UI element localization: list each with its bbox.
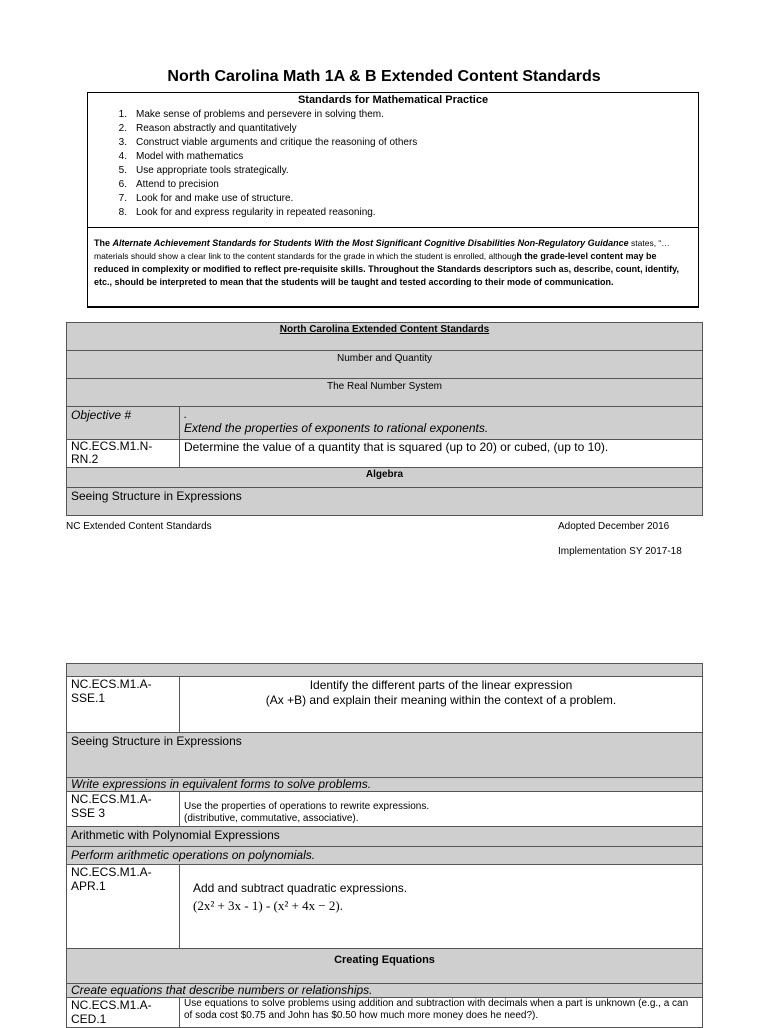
standards-table-2 — [66, 663, 703, 1028]
polynomial-label: Arithmetic with Polynomial Expressions — [67, 827, 703, 847]
document-title: North Carolina Math 1A & B Extended Content Standards — [167, 68, 601, 85]
standard-text: Use equations to solve problems using addition and subtraction with decimals when a part is unknown (e.g., a can of soda cost $0.75 and John has $0.50 how much more money does he need?). — [180, 998, 703, 1028]
practice-item: 4. Model with mathematics — [118, 151, 244, 162]
footer-left: NC Extended Content Standards — [66, 521, 212, 532]
practice-item: 3. Construct viable arguments and critique the reasoning of others — [118, 137, 418, 148]
practice-heading: Standards for Mathematical Practice — [297, 94, 489, 106]
standards-table-1 — [66, 322, 703, 516]
practice-standards-box — [87, 92, 699, 308]
standard-text-line1: Use the properties of operations to rewrite expressions. — [184, 801, 430, 812]
practice-divider — [88, 227, 698, 228]
creating-equations-heading: Creating Equations — [67, 949, 703, 984]
blank-header-row — [67, 664, 703, 677]
practice-item: 2. Reason abstractly and quantitatively — [118, 123, 297, 134]
seeing-structure-label: Seeing Structure in Expressions — [67, 488, 703, 516]
objective-text: Extend the properties of exponents to rational exponents. — [184, 421, 489, 435]
practice-item: 6. Attend to precision — [118, 179, 219, 190]
practice-item: 1. Make sense of problems and persevere in solving them. — [118, 109, 384, 120]
cluster-label: The Real Number System — [67, 379, 703, 407]
practice-item: 7. Look for and make use of structure. — [118, 193, 294, 204]
objective-text: Create equations that describe numbers or relationships. — [67, 984, 703, 998]
standard-text-line1: Add and subtract quadratic expressions. — [193, 881, 408, 895]
domain-label: Number and Quantity — [67, 351, 703, 379]
practice-list — [108, 108, 417, 220]
standard-code: NC.ECS.M1.A-SSE.1 — [67, 677, 180, 733]
standard-code: NC.ECS.M1.A-CED.1 — [67, 998, 180, 1028]
guidance-note: The Alternate Achievement Standards for Students With the Most Significant Cognitive Disabilities Non-Regulatory Guidance states, “…materials should show a clear link to the content standards for the grade in which the student is enrolled, although the grade-level content may be reduced in complexity or modified to reflect pre-requisite skills. Throughout the Standards descriptors such as, describe, count, identify, etc., should be interpreted to mean that the students will be taught and tested according to their mode of communication. — [94, 238, 679, 287]
standard-code: NC.ECS.M1.A-SSE 3 — [67, 792, 180, 827]
standard-text-line1: Identify the different parts of the linear expression — [309, 678, 573, 692]
math-expression: (2x² + 3x - 1) - (x² + 4x − 2). — [193, 898, 344, 913]
objective-dot: . — [184, 407, 188, 421]
objective-text: Write expressions in equivalent forms to solve problems. — [67, 778, 703, 792]
objective-text: Perform arithmetic operations on polynomials. — [67, 847, 703, 865]
seeing-structure-label: Seeing Structure in Expressions — [67, 733, 703, 778]
standard-code: NC.ECS.M1.N-RN.2 — [67, 440, 180, 468]
standard-text-line2: (distributive, commutative, associative). — [184, 813, 359, 824]
table-header: North Carolina Extended Content Standards — [279, 324, 490, 335]
standard-text-line2: (Ax +B) and explain their meaning within the context of a problem. — [265, 693, 617, 707]
objective-label: Objective # — [67, 407, 180, 440]
algebra-heading: Algebra — [67, 468, 703, 488]
footer-implementation: Implementation SY 2017-18 — [558, 546, 682, 557]
practice-item: 8. Look for and express regularity in repeated reasoning. — [118, 207, 376, 218]
footer-adopted: Adopted December 2016 — [558, 521, 670, 532]
practice-item: 5. Use appropriate tools strategically. — [118, 165, 289, 176]
standard-code: NC.ECS.M1.A-APR.1 — [67, 865, 180, 949]
standard-text: Determine the value of a quantity that is squared (up to 20) or cubed, (up to 10). — [180, 440, 703, 468]
